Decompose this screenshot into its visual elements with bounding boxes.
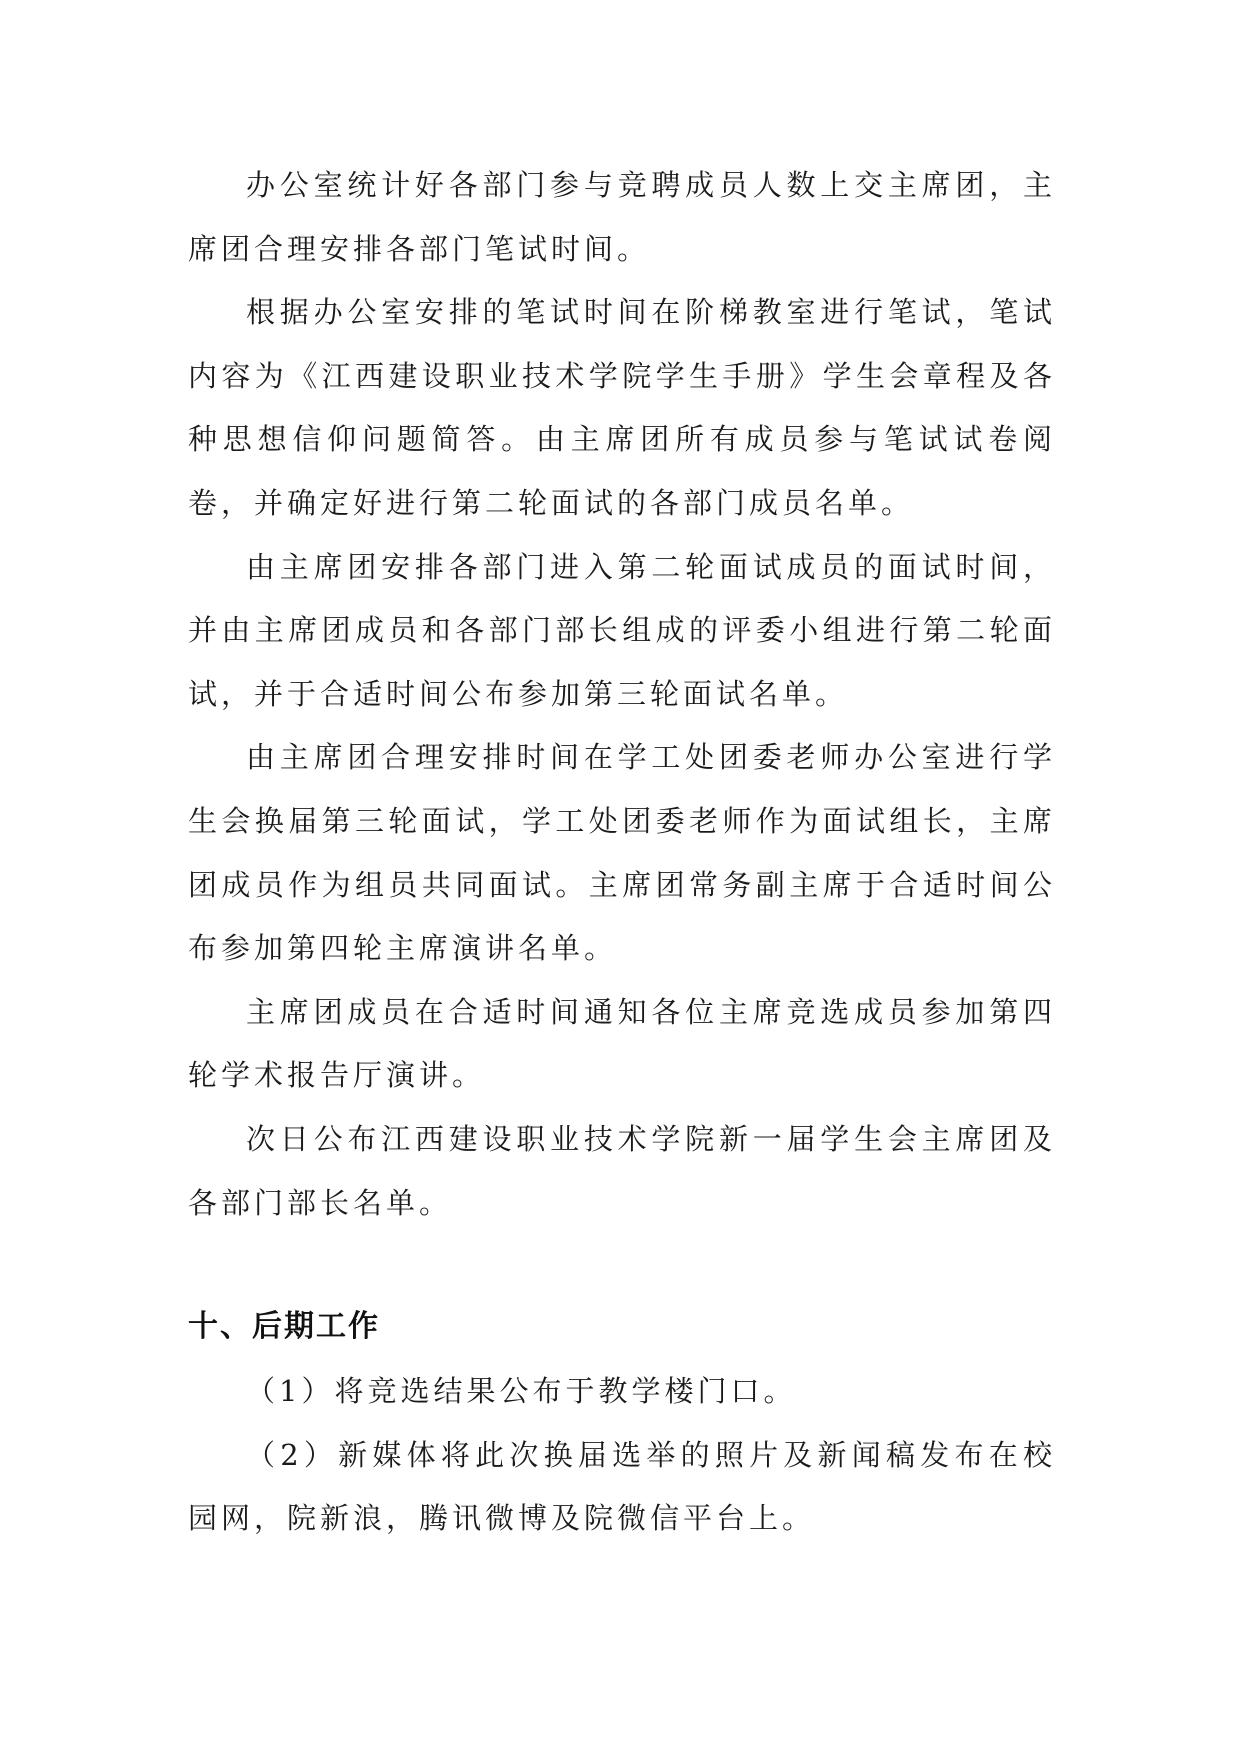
section-heading-follow-up-work: 十、后期工作 — [188, 1309, 380, 1345]
paragraph-written-test: 根据办公室安排的笔试时间在阶梯教室进行笔试，笔试内容为《江西建设职业技术学院学生手册》学生会章程及各种思想信仰问题简答。由主席团所有成员参与笔试试卷阅卷，并确定好进行第二轮面试的各部门成员名单。 — [188, 295, 1056, 520]
follow-up-item-2: （2）新媒体将此次换届选举的照片及新闻稿发布在校园网，院新浪，腾讯微博及院微信平台上。 — [188, 1437, 1056, 1536]
paragraph-fourth-round-speech: 主席团成员在合适时间通知各位主席竞选成员参加第四轮学术报告厅演讲。 — [188, 994, 1056, 1093]
paragraph-second-interview: 由主席团安排各部门进入第二轮面试成员的面试时间，并由主席团成员和各部门部长组成的评委小组进行第二轮面试，并于合适时间公布参加第三轮面试名单。 — [188, 549, 1056, 711]
follow-up-item-1: （1）将竞选结果公布于教学楼门口。 — [246, 1374, 797, 1409]
paragraph-written-test-schedule: 办公室统计好各部门参与竞聘成员人数上交主席团，主席团合理安排各部门笔试时间。 — [188, 168, 1056, 266]
paragraph-third-interview: 由主席团合理安排时间在学工处团委老师办公室进行学生会换届第三轮面试，学工处团委老师作为面试组长，主席团成员作为组员共同面试。主席团常务副主席于合适时间公布参加第四轮主席演讲名单。 — [188, 740, 1056, 966]
paragraph-announcement: 次日公布江西建设职业技术学院新一届学生会主席团及各部门部长名单。 — [188, 1121, 1056, 1220]
document-body — [188, 154, 1056, 1551]
